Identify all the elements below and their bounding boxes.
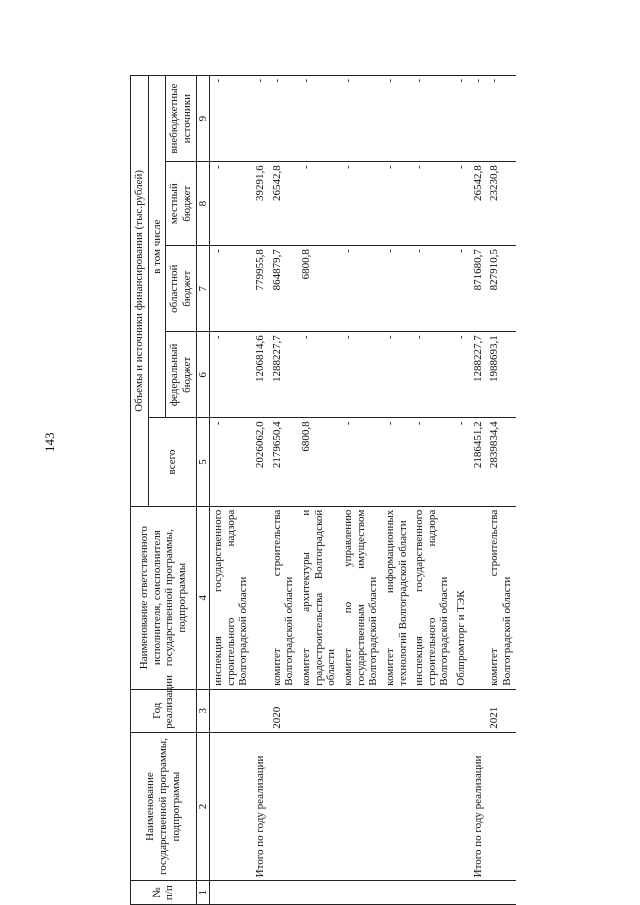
extra-cell: - xyxy=(382,76,411,162)
year-cell xyxy=(252,689,269,732)
regional-cell: - xyxy=(340,246,382,332)
col-number: 5 xyxy=(196,418,210,506)
header-num: № п/п xyxy=(131,881,197,905)
table-row xyxy=(486,76,515,905)
col-number: 2 xyxy=(196,732,210,881)
rotated-table-sheet xyxy=(130,0,630,905)
header-federal: федеральный бюджет xyxy=(166,332,196,418)
table-row xyxy=(340,76,382,905)
local-cell: - xyxy=(382,162,411,246)
executor-cell: комитет строительства Волгоградской области xyxy=(269,506,298,689)
total-cell: - xyxy=(340,418,382,506)
year-cell xyxy=(340,689,382,732)
row-number-cell xyxy=(269,881,298,905)
executor-cell xyxy=(252,506,269,689)
regional-cell: 871680,7 xyxy=(470,246,487,332)
regional-cell: 779955,8 xyxy=(252,246,269,332)
table-row xyxy=(453,76,470,905)
table-row xyxy=(210,76,252,905)
header-program: Наименование государственной программы, подпрограммы xyxy=(131,732,197,881)
extra-cell: - xyxy=(411,76,453,162)
local-cell: - xyxy=(210,162,252,246)
row-number-cell xyxy=(411,881,453,905)
federal-cell: - xyxy=(298,332,340,418)
row-number-cell xyxy=(252,881,269,905)
local-cell: - xyxy=(411,162,453,246)
regional-cell: - xyxy=(411,246,453,332)
federal-cell: 1988693,1 xyxy=(486,332,515,418)
federal-cell: 1288227,7 xyxy=(470,332,487,418)
regional-cell: 6800,8 xyxy=(298,246,340,332)
extra-cell: - xyxy=(453,76,470,162)
page-number: 143 xyxy=(42,432,57,452)
table-row xyxy=(411,76,453,905)
regional-cell: 864879,7 xyxy=(269,246,298,332)
header-including: в том числе xyxy=(148,76,166,418)
col-number: 9 xyxy=(196,76,210,162)
federal-cell: - xyxy=(340,332,382,418)
col-number: 4 xyxy=(196,506,210,689)
regional-cell: - xyxy=(210,246,252,332)
total-cell: - xyxy=(382,418,411,506)
row-number-cell xyxy=(453,881,470,905)
table-row xyxy=(298,76,340,905)
row-number-cell xyxy=(486,881,515,905)
regional-cell: 827910,5 xyxy=(486,246,515,332)
program-cell xyxy=(298,732,340,881)
total-cell: - xyxy=(210,418,252,506)
executor-cell: комитет информационных технологий Волгоградской области xyxy=(382,506,411,689)
federal-cell: - xyxy=(210,332,252,418)
executor-cell: комитет архитектуры и градостроительства Волгоградской области xyxy=(298,506,340,689)
total-cell: 2179650,4 xyxy=(269,418,298,506)
col-number: 7 xyxy=(196,246,210,332)
extra-cell: - xyxy=(269,76,298,162)
extra-cell: - xyxy=(340,76,382,162)
local-cell: 26542,8 xyxy=(269,162,298,246)
program-cell xyxy=(210,732,252,881)
col-number: 8 xyxy=(196,162,210,246)
executor-cell: комитет по управлению государственным имуществом Волгоградской области xyxy=(340,506,382,689)
federal-cell: 1288227,7 xyxy=(269,332,298,418)
column-numbers-row xyxy=(196,76,210,905)
federal-cell: - xyxy=(382,332,411,418)
extra-cell: - xyxy=(470,76,487,162)
executor-cell: Облпромторг и ТЭК xyxy=(453,506,470,689)
program-cell: Итого по году реализации xyxy=(252,732,269,881)
federal-cell: 1206814,6 xyxy=(252,332,269,418)
local-cell: - xyxy=(453,162,470,246)
program-cell: Итого по году реализации xyxy=(470,732,487,881)
local-cell: 39291,6 xyxy=(252,162,269,246)
header-year: Год реализации xyxy=(131,689,197,732)
row-number-cell xyxy=(340,881,382,905)
total-cell: - xyxy=(411,418,453,506)
program-cell xyxy=(486,732,515,881)
local-cell: - xyxy=(340,162,382,246)
executor-cell: инспекция государственного строительного надзора Волгоградской области xyxy=(210,506,252,689)
local-cell: 23230,8 xyxy=(486,162,515,246)
year-cell xyxy=(470,689,487,732)
program-cell xyxy=(382,732,411,881)
year-cell xyxy=(453,689,470,732)
table-row xyxy=(269,76,298,905)
row-number-cell xyxy=(470,881,487,905)
year-cell xyxy=(298,689,340,732)
executor-cell: инспекция государственного строительного надзора Волгоградской области xyxy=(411,506,453,689)
total-cell: 2839834,4 xyxy=(486,418,515,506)
total-cell: 2186451,2 xyxy=(470,418,487,506)
program-cell xyxy=(340,732,382,881)
row-number-cell xyxy=(210,881,252,905)
total-cell: 6800,8 xyxy=(298,418,340,506)
row-number-cell xyxy=(382,881,411,905)
program-cell xyxy=(453,732,470,881)
col-number: 3 xyxy=(196,689,210,732)
program-cell xyxy=(269,732,298,881)
regional-cell: - xyxy=(382,246,411,332)
extra-cell: - xyxy=(252,76,269,162)
extra-cell: - xyxy=(298,76,340,162)
header-regional: областной бюджет xyxy=(166,246,196,332)
header-total: всего xyxy=(148,418,196,506)
extra-cell: - xyxy=(486,76,515,162)
table-row xyxy=(382,76,411,905)
year-cell xyxy=(210,689,252,732)
executor-cell: комитет строительства Волгоградской области xyxy=(486,506,515,689)
executor-cell xyxy=(470,506,487,689)
program-cell xyxy=(411,732,453,881)
federal-cell: - xyxy=(411,332,453,418)
year-cell: 2020 xyxy=(269,689,298,732)
header-funding: Объемы и источники финансирования (тыс.рублей) xyxy=(131,76,149,507)
total-cell: 2026062,0 xyxy=(252,418,269,506)
regional-cell: - xyxy=(453,246,470,332)
funding-table xyxy=(130,75,516,905)
col-number: 1 xyxy=(196,881,210,905)
year-cell xyxy=(382,689,411,732)
header-extra: внебюджетные источники xyxy=(166,76,196,162)
extra-cell: - xyxy=(210,76,252,162)
row-number-cell xyxy=(298,881,340,905)
year-cell xyxy=(411,689,453,732)
col-number: 6 xyxy=(196,332,210,418)
local-cell: 26542,8 xyxy=(470,162,487,246)
header-executor: Наименование ответственного исполнителя, соисполнителя государственной программы, подпрограммы xyxy=(131,506,197,689)
table-row xyxy=(252,76,269,905)
year-cell: 2021 xyxy=(486,689,515,732)
local-cell: - xyxy=(298,162,340,246)
header-local: местный бюджет xyxy=(166,162,196,246)
federal-cell: - xyxy=(453,332,470,418)
table-row xyxy=(470,76,487,905)
total-cell: - xyxy=(453,418,470,506)
